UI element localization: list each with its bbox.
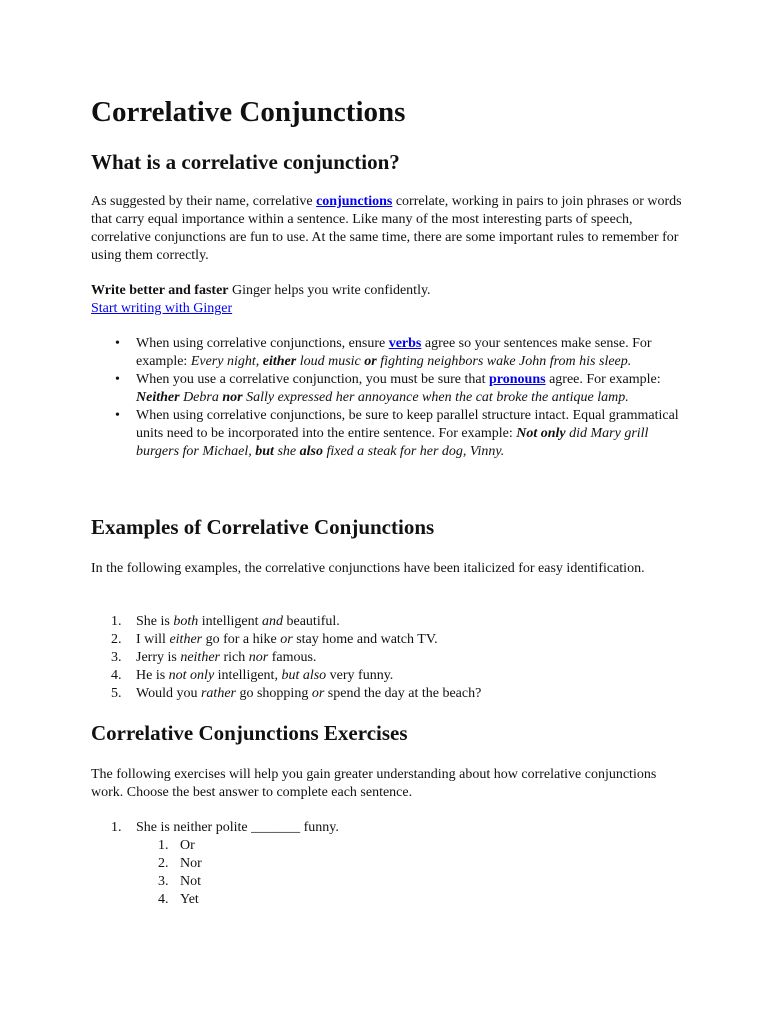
start-writing-link[interactable]: Start writing with Ginger <box>91 301 233 316</box>
list-item: • When you use a correlative conjunction, you must be sure that pronouns agree. For example: Neither Debra nor Sally expressed her annoyance when the cat broke the antique lamp. <box>115 372 661 405</box>
list-item: 5. Would you rather go shopping or spend the day at the beach? <box>111 686 482 701</box>
list-item: 1. She is neither polite _______ funny. 1. Or 2. Nor 3. Not 4. Yet <box>91 819 691 909</box>
answer-option: 2. Nor <box>158 856 202 871</box>
pronouns-link[interactable]: pronouns <box>489 372 546 387</box>
exercises-intro: The following exercises will help you gain greater understanding about how correlative conjunctions work. Choose the best answer to complete each sentence. <box>91 767 657 800</box>
section-heading-examples: Examples of Correlative Conjunctions <box>91 515 435 539</box>
conjunctions-link[interactable]: conjunctions <box>316 194 393 209</box>
examples-intro: In the following examples, the correlative conjunctions have been italicized for easy identification. <box>91 561 645 576</box>
bullet-icon: • <box>115 336 120 351</box>
exercise-question: She is neither polite _______ funny. <box>136 820 339 835</box>
answer-options <box>136 837 691 909</box>
list-item: 1. She is both intelligent and beautiful. <box>111 614 340 629</box>
answer-option: 3. Not <box>158 874 201 889</box>
list-item: 3. Jerry is neither rich nor famous. <box>111 650 317 665</box>
bullet-icon: • <box>115 408 120 423</box>
answer-option: 1. Or <box>158 838 195 853</box>
examples-list <box>91 613 691 703</box>
verbs-link[interactable]: verbs <box>388 336 422 351</box>
section-heading-exercises: Correlative Conjunctions Exercises <box>91 721 408 745</box>
section-heading-what-is: What is a correlative conjunction? <box>91 150 400 174</box>
list-item: 4. He is not only intelligent, but also very funny. <box>111 668 394 683</box>
page-title: Correlative Conjunctions <box>91 96 406 128</box>
list-item: • When using correlative conjunctions, ensure verbs agree so your sentences make sense. For example: Every night, either loud music or fighting neighbors wake John from his sleep. <box>115 336 652 369</box>
exercises-list <box>91 819 691 909</box>
promo-bold-text: Write better and faster <box>91 283 229 298</box>
list-item: • When using correlative conjunctions, be sure to keep parallel structure intact. Equal grammatical units need to be incorporated into the entire sentence. For example: Not only did Mary grill burgers for Michael, but she also fixed a steak for her dog, Vinny. <box>115 408 679 459</box>
promo-line: Write better and faster Ginger helps you write confidently. Start writing with Ginger <box>91 283 431 316</box>
answer-option: 4. Yet <box>158 892 199 907</box>
list-item: 2. I will either go for a hike or stay home and watch TV. <box>111 632 438 647</box>
intro-paragraph: As suggested by their name, correlative conjunctions correlate, working in pairs to join phrases or words that carry equal importance within a sentence. Like many of the most interesting parts of speech, correlative conjunctions are fun to use. At the same time, there are some important rules to remember for using them correctly. <box>91 194 682 263</box>
rules-bullet-list <box>91 335 691 461</box>
bullet-icon: • <box>115 372 120 387</box>
